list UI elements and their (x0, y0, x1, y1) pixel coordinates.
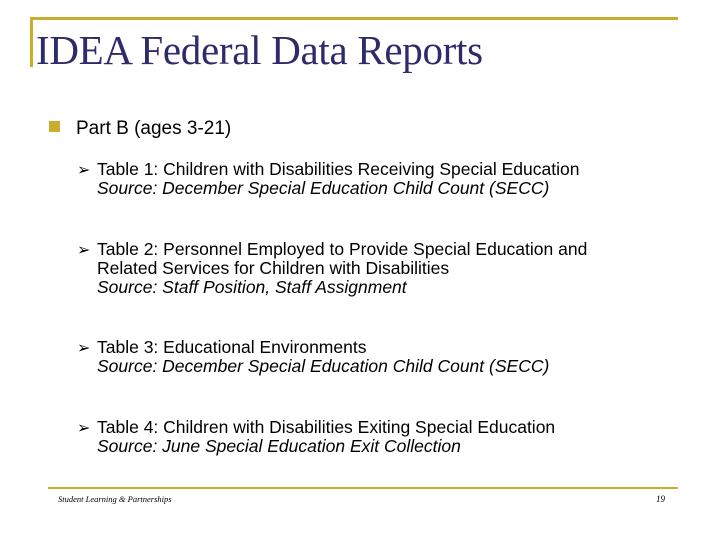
item-source: Source: December Special Education Child Count (SECC) (97, 356, 550, 376)
list-item (77, 160, 687, 198)
list-item (77, 418, 687, 456)
arrow-bullet-icon: ➢ (77, 418, 91, 437)
footer-divider (48, 487, 678, 489)
level1-bullet (49, 118, 231, 140)
arrow-bullet-icon: ➢ (77, 160, 91, 179)
page-number: 19 (656, 494, 665, 504)
list-item (77, 240, 687, 297)
item-source: Source: December Special Education Child Count (SECC) (97, 178, 550, 198)
slide-title: IDEA Federal Data Reports (36, 27, 483, 73)
item-source: Source: June Special Education Exit Collection (97, 436, 461, 456)
footer-organization: Student Learning & Partnerships (58, 494, 172, 504)
square-bullet-icon (49, 121, 60, 132)
arrow-bullet-icon: ➢ (77, 240, 91, 259)
list-item (77, 338, 687, 376)
frame-top-line (30, 17, 678, 20)
arrow-bullet-icon: ➢ (77, 338, 91, 357)
item-line: Table 4: Children with Disabilities Exiting Special Education (97, 417, 556, 437)
item-line: Table 2: Personnel Employed to Provide Special Education and (97, 239, 588, 259)
item-source: Source: Staff Position, Staff Assignment (97, 277, 407, 297)
item-line: Table 3: Educational Environments (97, 337, 367, 357)
frame-left-line (30, 17, 33, 67)
item-line: Table 1: Children with Disabilities Receiving Special Education (97, 159, 580, 179)
level1-bullet-text: Part B (ages 3-21) (76, 118, 232, 139)
item-line: Related Services for Children with Disabilities (97, 258, 450, 278)
